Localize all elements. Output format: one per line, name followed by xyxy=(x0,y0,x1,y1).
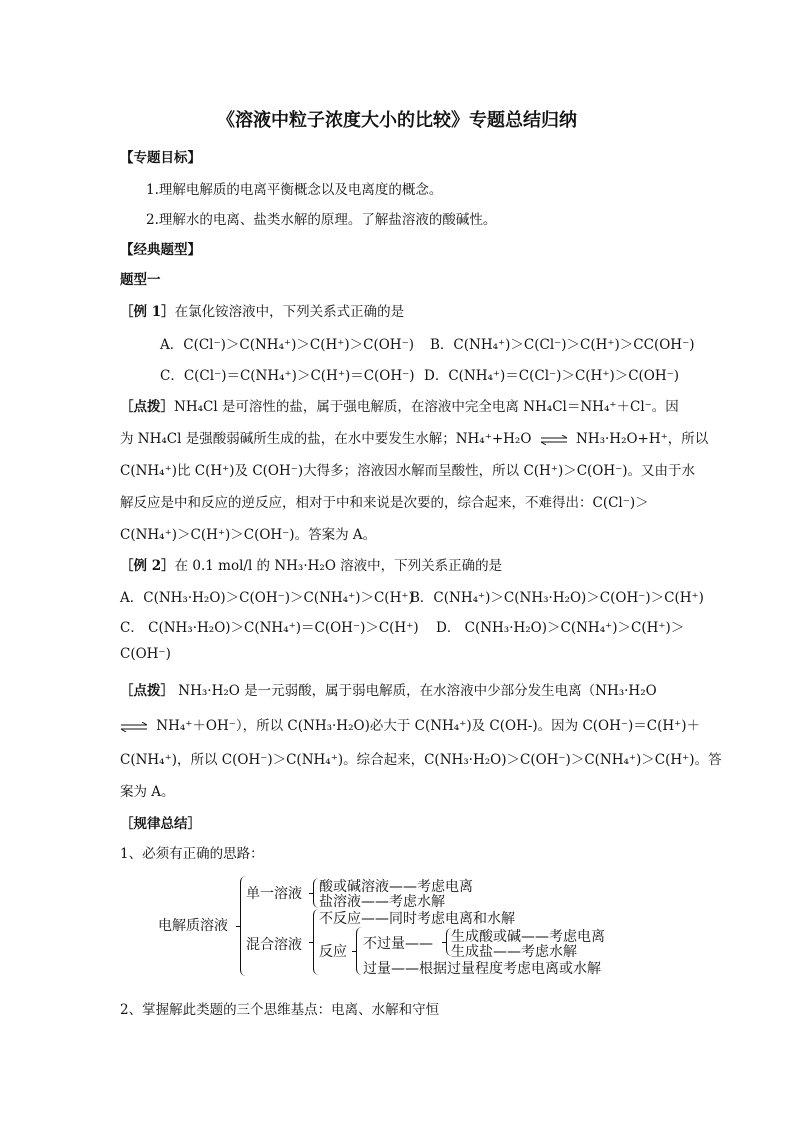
option-b: B．C(NH₄⁺)＞C(NH₃·H₂O)＞C(OH⁻)＞C(H⁺) xyxy=(410,590,704,606)
option-c: C． C(NH₃·H₂O)＞C(NH₄⁺)＝C(OH⁻)＞C(H⁺) xyxy=(120,620,419,636)
tip-line xyxy=(120,427,708,447)
equilibrium-arrow-icon xyxy=(120,722,148,732)
example-label: ［例 2］ xyxy=(120,558,175,574)
option-a: A．C(Cl⁻)＞C(NH₄⁺)＞C(H⁺)＞C(OH⁻) xyxy=(160,337,414,353)
option-c: C．C(Cl⁻)＝C(NH₄⁺)＞C(H⁺)＝C(OH⁻) xyxy=(160,368,415,384)
tree-no-react: 不反应——同时考虑电离和水解 xyxy=(319,911,515,927)
tree-excess: 过量——根据过量程度考虑电离或水解 xyxy=(363,961,601,977)
page-title: 《溶液中粒子浓度大小的比较》专题总结归纳 xyxy=(217,110,577,131)
tip-line: C(NH₄⁺)＞C(H⁺)＞C(OH⁻)。答案为 A。 xyxy=(120,527,377,543)
tip-line xyxy=(120,395,679,415)
tip-text: NH₄Cl 是可溶性的盐，属于强电解质，在溶液中完全电离 NH₄Cl＝NH₄⁺＋Cl⁻。因 xyxy=(174,399,679,415)
tip-line xyxy=(120,714,700,734)
tip-text: NH₃·H₂O+H⁺，所以 xyxy=(576,431,709,447)
rule-2: 2、掌握解此类题的三个思维基点：电离、水解和守恒 xyxy=(120,1002,440,1018)
tip-text: 为 NH₄Cl 是强酸弱碱所生成的盐，在水中要发生水解；NH₄⁺+H₂O xyxy=(120,431,532,447)
brace xyxy=(356,927,362,975)
goal-item: 2.理解水的电离、盐类水解的原理。了解盐溶液的酸碱性。 xyxy=(146,212,497,228)
tip-line: C(NH₄⁺)比 C(H⁺)及 C(OH⁻)大得多；溶液因水解而呈酸性，所以 C(H⁺)＞C(OH⁻)。又由于水 xyxy=(120,463,696,479)
option-a: A．C(NH₃·H₂O)＞C(OH⁻)＞C(NH₄⁺)＞C(H⁺) xyxy=(120,590,414,606)
tip-text: NH₄⁺＋OH⁻），所以 C(NH₃·H₂O)必大于 C(NH₄⁺)及 C(OH-)。因为 C(OH⁻)＝C(H⁺)＋ xyxy=(156,718,701,734)
example-label: ［例 1］ xyxy=(120,304,175,320)
tip-line: 解反应是中和反应的逆反应，相对于中和来说是次要的，综合起来，不难得出：C(Cl⁻)＞ xyxy=(120,495,649,511)
question-text: 在 0.1 mol/l 的 NH₃·H₂O 溶液中，下列关系正确的是 xyxy=(174,558,503,574)
type-heading: 题型一 xyxy=(120,272,161,288)
tip-line: C(NH₄⁺)，所以 C(OH⁻)＞C(NH₄⁺)。综合起来，C(NH₃·H₂O)＞C(OH⁻)＞C(NH₄⁺)＞C(H⁺)。答 xyxy=(120,752,722,768)
typical-heading: 【经典题型】 xyxy=(120,242,201,258)
tree-single-b: 盐溶液——考虑水解 xyxy=(319,894,445,910)
tree-single-a: 酸或碱溶液——考虑电离 xyxy=(319,879,473,895)
tip-label: ［点拨］ xyxy=(120,683,174,699)
option-d: D．C(NH₄⁺)＝C(Cl⁻)＞C(H⁺)＞C(OH⁻) xyxy=(424,368,680,384)
option-b: B．C(NH₄⁺)＞C(Cl⁻)＞C(H⁺)＞CC(OH⁻) xyxy=(430,337,695,353)
tree-react: 反应 xyxy=(319,944,347,960)
rule-1: 1、必须有正确的思路： xyxy=(120,846,264,862)
equilibrium-arrow-icon xyxy=(540,435,568,445)
question-text: 在氯化铵溶液中，下列关系式正确的是 xyxy=(174,304,405,320)
goal-heading: 【专题目标】 xyxy=(120,150,201,166)
example-2-question xyxy=(120,554,502,574)
tree-not-excess: 不过量—— xyxy=(363,936,433,952)
tree-gen-acid: 生成酸或碱——考虑电离 xyxy=(451,929,605,945)
tip-line: 案为 A。 xyxy=(120,784,175,800)
tip-text: NH₃·H₂O 是一元弱酸，属于弱电解质，在水溶液中少部分发生电离（NH₃·H₂O xyxy=(178,683,657,699)
tree-gen-salt: 生成盐——考虑水解 xyxy=(451,944,577,960)
option-d-cont: C(OH⁻) xyxy=(120,646,171,662)
tree-mixed: 混合溶液 xyxy=(246,937,302,953)
tip-line xyxy=(120,679,657,699)
example-1-question xyxy=(120,300,404,320)
tree-single: 单一溶液 xyxy=(246,886,302,902)
tip-label: ［点拨］ xyxy=(120,399,174,415)
goal-item: 1.理解电解质的电离平衡概念以及电离度的概念。 xyxy=(146,182,443,198)
option-d: D． C(NH₃·H₂O)＞C(NH₄⁺)＞C(H⁺)＞ xyxy=(436,620,685,636)
tree-root: 电解质溶液 xyxy=(158,918,228,934)
rule-heading: ［规律总结］ xyxy=(120,816,201,832)
